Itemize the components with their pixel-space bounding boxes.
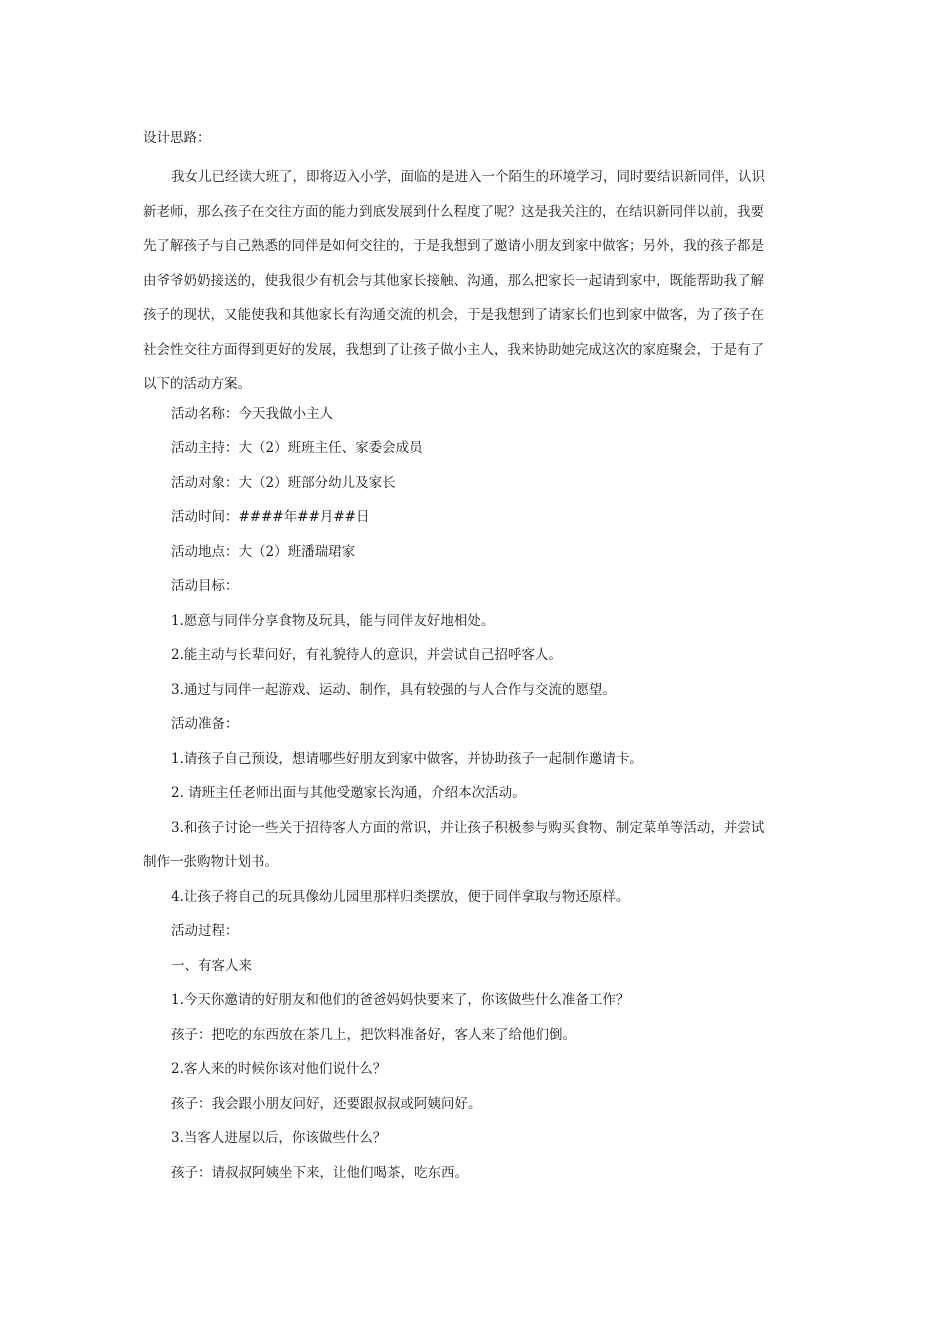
prep-heading: 活动准备：: [171, 716, 239, 732]
prep-item: 1.请孩子自己预设，想请哪些好朋友到家中做客，并协助孩子一起制作邀请卡。: [171, 750, 643, 767]
answer-item: 孩子：请叔叔阿姨坐下来，让他们喝茶，吃东西。: [171, 1164, 468, 1181]
answer-item: 孩子：我会跟小朋友问好，还要跟叔叔或阿姨问好。: [171, 1095, 482, 1112]
intro-line: 以下的活动方案。: [143, 376, 251, 392]
document-body: [143, 126, 808, 1195]
process-heading: 活动过程：: [171, 923, 239, 939]
goal-item: 1.愿意与同伴分享食物及玩具，能与同伴友好地相处。: [171, 612, 495, 629]
activity-target: 活动对象：大（2）班部分幼儿及家长: [171, 474, 396, 491]
activity-time: 活动时间：####年##月##日: [171, 509, 370, 525]
section-heading: 一、有客人来: [171, 957, 252, 974]
prep-item: 3.和孩子讨论一些关于招待客人方面的常识，并让孩子积极参与购买食物、制定菜单等活动，并尝试: [171, 819, 765, 836]
intro-line: 新老师，那么孩子在交往方面的能力到底发展到什么程度了呢？这是我关注的，在结识新同伴以前，我要: [143, 203, 764, 220]
goal-item: 2.能主动与长辈问好，有礼貌待人的意识，并尝试自己招呼客人。: [171, 647, 562, 663]
prep-item: 2. 请班主任老师出面与其他受邀家长沟通，介绍本次活动。: [171, 785, 526, 801]
activity-name: 活动名称：今天我做小主人: [171, 405, 333, 422]
activity-host: 活动主持：大（2）班班主任、家委会成员: [171, 440, 423, 456]
question-item: 1.今天你邀请的好朋友和他们的爸爸妈妈快要来了，你该做些什么准备工作？: [171, 992, 630, 1008]
intro-line: 先了解孩子与自己熟悉的同伴是如何交往的，于是我想到了邀请小朋友到家中做客；另外，我的孩子都是: [143, 238, 764, 254]
question-item: 2.客人来的时候你该对他们说什么？: [171, 1061, 387, 1077]
design-idea-heading: 设计思路：: [143, 130, 211, 146]
answer-item: 孩子：把吃的东西放在茶几上，把饮料准备好，客人来了给他们倒。: [171, 1026, 576, 1043]
intro-paragraph: [143, 160, 808, 402]
intro-line: 社会性交往方面得到更好的发展，我想到了让孩子做小主人，我来协助她完成这次的家庭聚会，于是有了: [143, 341, 764, 358]
intro-line: 由爷爷奶奶接送的，使我很少有机会与其他家长接触、沟通，那么把家长一起请到家中，既能帮助我了解: [143, 272, 764, 289]
prep-item-continued: 制作一张购物计划书。: [143, 854, 278, 870]
intro-line: 孩子的现状，又能使我和其他家长有沟通交流的机会，于是我想到了请家长们也到家中做客，为了孩子在: [143, 307, 764, 323]
prep-item: 4.让孩子将自己的玩具像幼儿园里那样归类摆放，便于同伴拿取与物还原样。: [171, 888, 630, 905]
question-item: 3.当客人进屋以后，你该做些什么？: [171, 1130, 387, 1146]
goal-item: 3.通过与同伴一起游戏、运动、制作，具有较强的与人合作与交流的愿望。: [171, 681, 616, 698]
intro-line: 我女儿已经读大班了，即将迈入小学，面临的是进入一个陌生的环境学习，同时要结识新同伴，认识: [171, 169, 765, 185]
goals-heading: 活动目标：: [171, 578, 239, 594]
activity-place: 活动地点：大（2）班潘瑞珺家: [171, 543, 356, 560]
